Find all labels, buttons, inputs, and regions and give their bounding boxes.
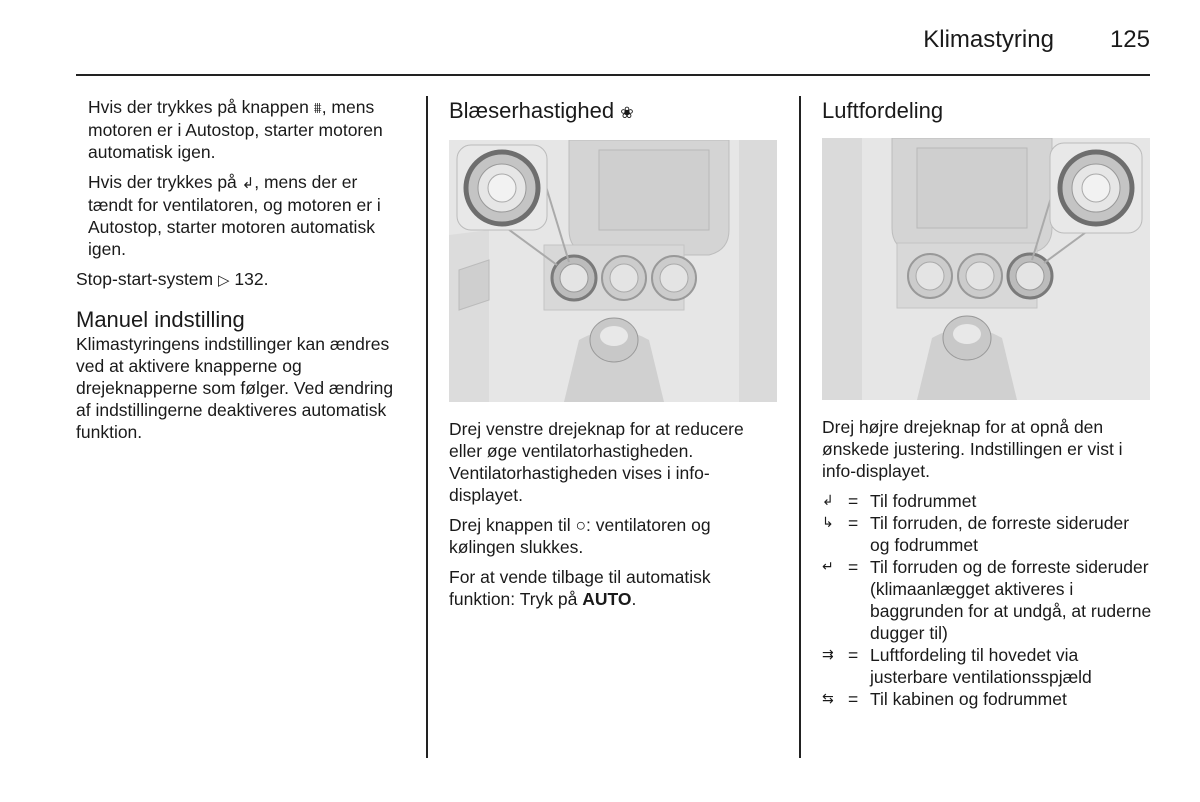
list-item: ⇆ = Til kabinen og fodrummet (822, 689, 1067, 709)
column-divider-2 (799, 96, 801, 758)
fan-paragraph-1: Drej venstre drejeknap for at reducere eller øge ventilatorhastigheden. Ventilatorhastigheden vises i info-displayet. (449, 419, 744, 505)
heading-manual: Manuel indstilling (76, 307, 245, 332)
list-item: ↳ = Til forruden, de forreste sideruder og fodrummet (822, 513, 1130, 555)
column-2 (449, 96, 779, 618)
heading-fan-speed: Blæserhastighed ❀ (449, 98, 779, 126)
off-symbol: ○ (575, 515, 587, 535)
windscreen-side-icon: ↵ (822, 559, 834, 575)
fan-icon: ❀ (620, 103, 634, 122)
page-title: Klimastyring (923, 26, 1054, 53)
air-distribution-icon: ↲ (241, 174, 255, 192)
fan-paragraph-3: For at vende tilbage til automatisk funktion: Tryk på AUTO. (449, 567, 711, 609)
distribution-knob-illustration (822, 138, 1150, 400)
distribution-paragraph: Drej højre drejeknap for at opnå den ønskede justering. Indstillingen er vist i info-displayet. (822, 417, 1123, 481)
arrow-reference-icon: ▷ (217, 271, 230, 289)
fan-paragraph-2: Drej knappen til ○: ventilatoren og kølingen slukkes. (449, 515, 711, 557)
rear-defrost-icon: ⩩ (313, 99, 322, 117)
list-item: ⇉ = Luftfordeling til hovedet via justerbare ventilationsspjæld (822, 645, 1092, 687)
heading-air-distribution: Luftfordeling (822, 98, 944, 123)
footwell-icon: ↲ (822, 493, 834, 509)
auto-label: AUTO (582, 589, 632, 609)
manual-paragraph: Klimastyringens indstillinger kan ændres ved at aktivere knapperne og drejeknapperne som følger. Ved ændring af indstillingerne deaktiveres automatisk funktion. (76, 334, 394, 442)
list-item: ↵ = Til forruden og de forreste sideruder (klimaanlægget aktiveres i baggrunden for at undgå, at ruderne dugger til) (822, 557, 1152, 643)
stop-start-reference: Stop-start-system ▷ 132. (76, 269, 269, 289)
column-divider-1 (426, 96, 428, 758)
fan-knob-illustration (449, 140, 777, 402)
cabin-footwell-icon: ⇆ (822, 691, 834, 707)
head-vent-icon: ⇉ (822, 647, 834, 663)
distribution-legend (822, 490, 1152, 710)
autostop-defrost-paragraph: Hvis der trykkes på knappen ⩩, mens motoren er i Autostop, starter motoren automatisk igen. (88, 97, 383, 162)
windscreen-footwell-icon: ↳ (822, 515, 834, 531)
column-3 (822, 96, 1152, 710)
autostop-distribution-paragraph: Hvis der trykkes på ↲, mens der er tændt for ventilatoren, og motoren er i Autostop, starter motoren automatisk igen. (88, 172, 381, 259)
header-rule (76, 74, 1150, 76)
page-header (923, 26, 1150, 54)
page-number: 125 (1109, 26, 1150, 53)
column-1 (76, 96, 406, 451)
list-item: ↲ = Til fodrummet (822, 491, 977, 511)
